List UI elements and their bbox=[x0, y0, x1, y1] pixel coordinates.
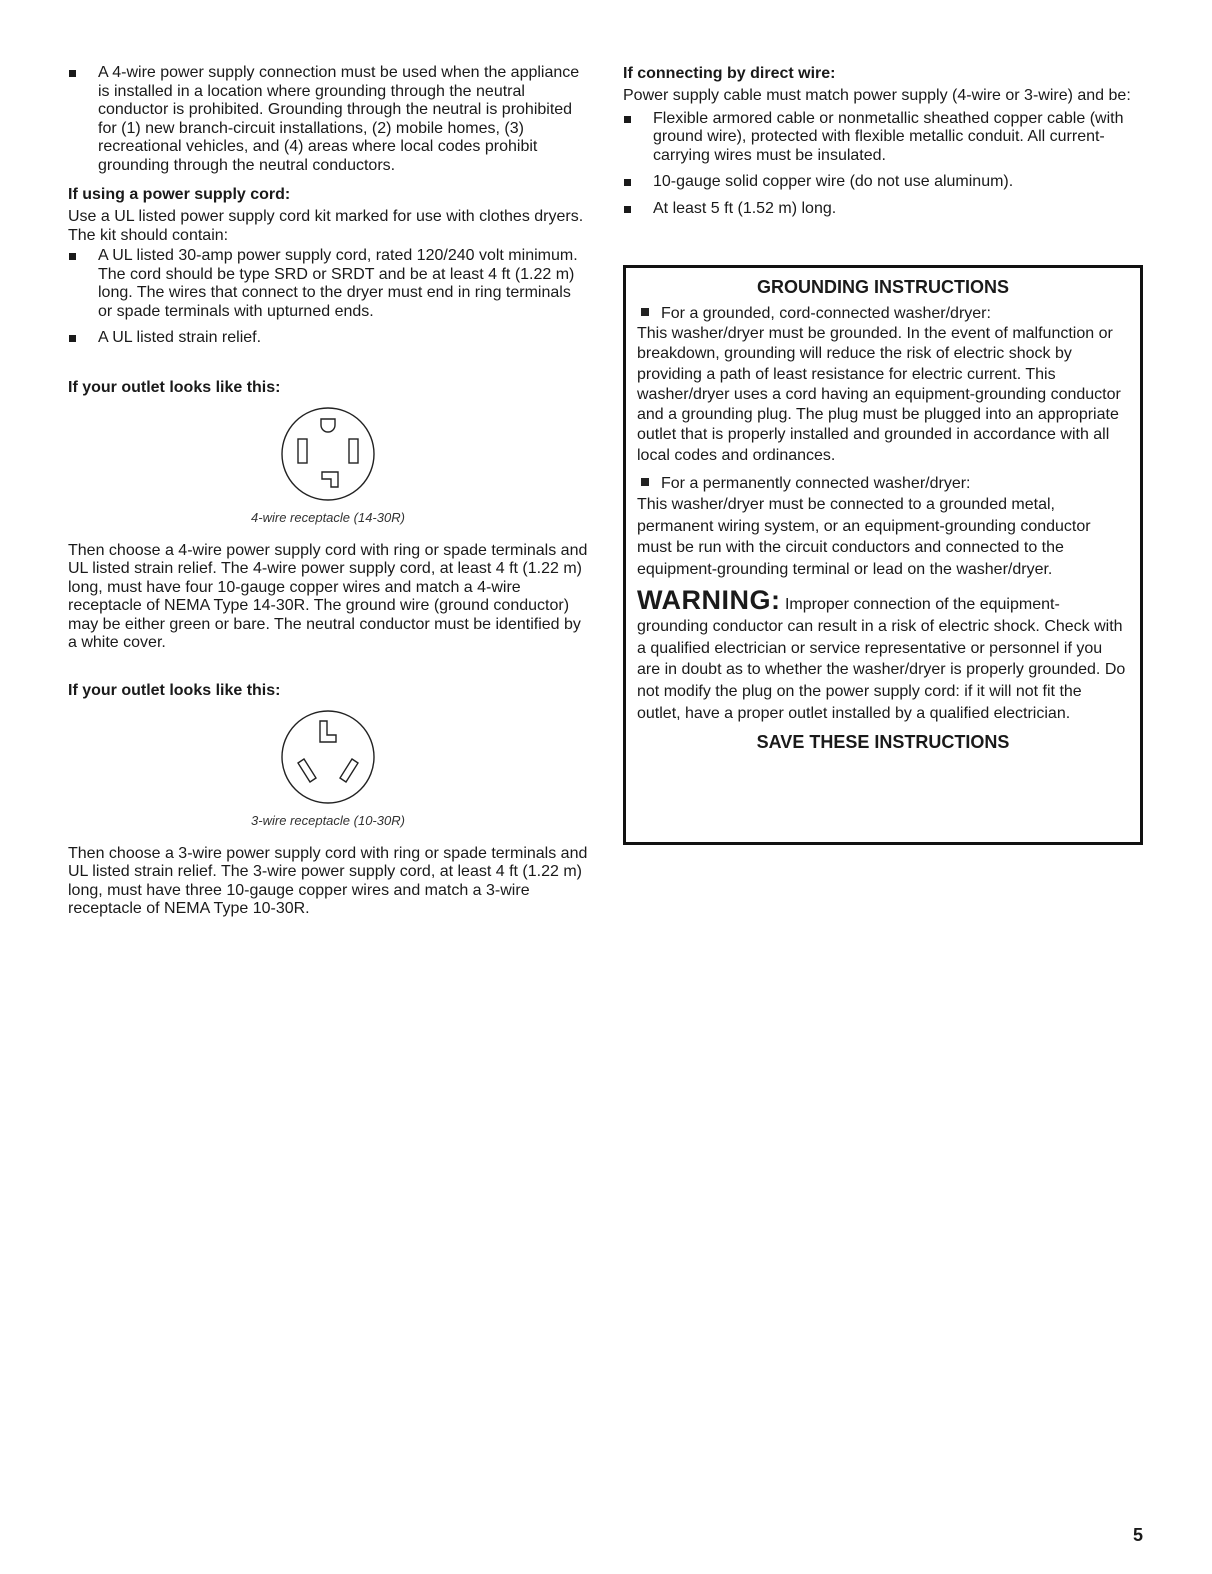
bullet-text: 10-gauge solid copper wire (do not use aluminum). bbox=[653, 173, 1014, 190]
direct-wire-text: Power supply cable must match power supply (4-wire or 3-wire) and be: bbox=[623, 87, 1131, 104]
three-wire-receptacle-icon bbox=[278, 707, 378, 807]
square-bullet-icon bbox=[69, 335, 76, 342]
power-cord-bullet-list bbox=[68, 247, 588, 348]
list-item bbox=[68, 64, 588, 175]
list-item bbox=[68, 329, 588, 348]
square-bullet-icon bbox=[624, 179, 631, 186]
right-column bbox=[623, 64, 1145, 218]
square-bullet-icon bbox=[69, 253, 76, 260]
list-item bbox=[623, 200, 1145, 219]
grounding-item-cord-connected bbox=[626, 304, 1140, 324]
outlet-4wire-figure bbox=[68, 404, 588, 526]
square-bullet-icon bbox=[641, 478, 649, 486]
list-item bbox=[623, 173, 1145, 192]
grounding-item-label: For a permanently connected washer/dryer: bbox=[661, 475, 971, 493]
four-wire-receptacle-icon bbox=[278, 404, 378, 504]
bullet-text: A UL listed strain relief. bbox=[98, 329, 262, 346]
square-bullet-icon bbox=[624, 206, 631, 213]
list-item bbox=[623, 110, 1145, 166]
warning-label: WARNING: bbox=[637, 585, 781, 616]
bullet-text: At least 5 ft (1.52 m) long. bbox=[653, 199, 837, 217]
bullet-text: Flexible armored cable or nonmetallic sheathed copper cable (with ground wire), protected with flexible metallic conduit. All current-carrying wires must be insulated. bbox=[653, 109, 1124, 164]
grounding-item-label: For a grounded, cord-connected washer/dryer: bbox=[661, 305, 991, 322]
grounding-item-text: This washer/dryer must be grounded. In the event of malfunction or breakdown, grounding will reduce the risk of electric shock by providing a path of least resistance for electric current. This washer/dryer uses a cord having an equipment-grounding conductor and a grounding plug. The plug must be plugged into an appropriate outlet that is properly installed and grounded in accordance with all local codes and ordinances. bbox=[637, 325, 1121, 464]
square-bullet-icon bbox=[69, 70, 76, 77]
square-bullet-icon bbox=[624, 116, 631, 123]
bullet-text: A 4-wire power supply connection must be used when the appliance is installed in a location where grounding through the neutral conductor is prohibited. Grounding through the neutral is prohibited for (1) new branch-circuit installations, (2) mobile homes, (3) recreational vehicles, and (4) areas where local codes prohibit grounding through the neutral conductors. bbox=[98, 64, 580, 174]
grounding-instructions-box bbox=[623, 265, 1143, 845]
warning-text: Improper connection of the equipment-grounding conductor can result in a risk of electric shock. Check with a qualified electrician or service representative or personnel if you are in doubt as to whether the washer/dryer is properly grounded. Do not modify the plug on the power supply cord: if it will not fit the outlet, have a proper outlet installed by a qualified electrician. bbox=[637, 596, 1126, 723]
direct-wire-bullet-list bbox=[623, 110, 1145, 219]
outlet-3wire-heading: If your outlet looks like this: bbox=[68, 681, 281, 699]
outlet-4wire-text: Then choose a 4-wire power supply cord with ring or spade terminals and UL listed strain relief. The 4-wire power supply cord, at least 4 ft (1.22 m) long, must have four 10-gauge copper wires and match a 4-wire receptacle of NEMA Type 14-30R. The ground wire (ground conductor) may be either green or bare. The neutral conductor must be identified by a white cover. bbox=[68, 541, 588, 651]
outlet-3wire-text: Then choose a 3-wire power supply cord with ring or spade terminals and UL listed strain relief. The 3-wire power supply cord, at least 4 ft (1.22 m) long, must have three 10-gauge copper wires and match a 3-wire receptacle of NEMA Type 10-30R. bbox=[68, 844, 588, 917]
power-cord-heading: If using a power supply cord: bbox=[68, 186, 291, 203]
square-bullet-icon bbox=[641, 308, 649, 316]
outlet-4wire-caption: 4-wire receptacle (14-30R) bbox=[251, 509, 405, 525]
save-instructions-footer: SAVE THESE INSTRUCTIONS bbox=[756, 731, 1010, 752]
outlet-3wire-caption: 3-wire receptacle (10-30R) bbox=[251, 812, 405, 828]
grounding-item-permanent bbox=[626, 474, 1140, 494]
outlet-3wire-figure bbox=[68, 707, 588, 829]
grounding-box-title: GROUNDING INSTRUCTIONS bbox=[757, 277, 1009, 297]
power-cord-text: Use a UL listed power supply cord kit marked for use with clothes dryers. The kit should contain: bbox=[68, 208, 584, 244]
grounding-item-text: This washer/dryer must be connected to a grounded metal, permanent wiring system, or an equipment-grounding conductor must be run with the circuit conductors and connected to the equipment-grounding terminal or lead on the washer/dryer. bbox=[637, 496, 1091, 578]
left-column bbox=[68, 64, 588, 919]
warning-paragraph bbox=[626, 585, 1140, 725]
intro-bullet-list bbox=[68, 64, 588, 175]
list-item bbox=[68, 247, 588, 321]
direct-wire-heading: If connecting by direct wire: bbox=[623, 65, 836, 82]
page-number: 5 bbox=[1133, 1525, 1144, 1545]
bullet-text: A UL listed 30-amp power supply cord, rated 120/240 volt minimum. The cord should be type SRD or SRDT and be at least 4 ft (1.22 m) long. The wires that connect to the dryer must end in ring terminals or spade terminals with upturned ends. bbox=[98, 247, 578, 320]
outlet-4wire-heading: If your outlet looks like this: bbox=[68, 378, 281, 396]
